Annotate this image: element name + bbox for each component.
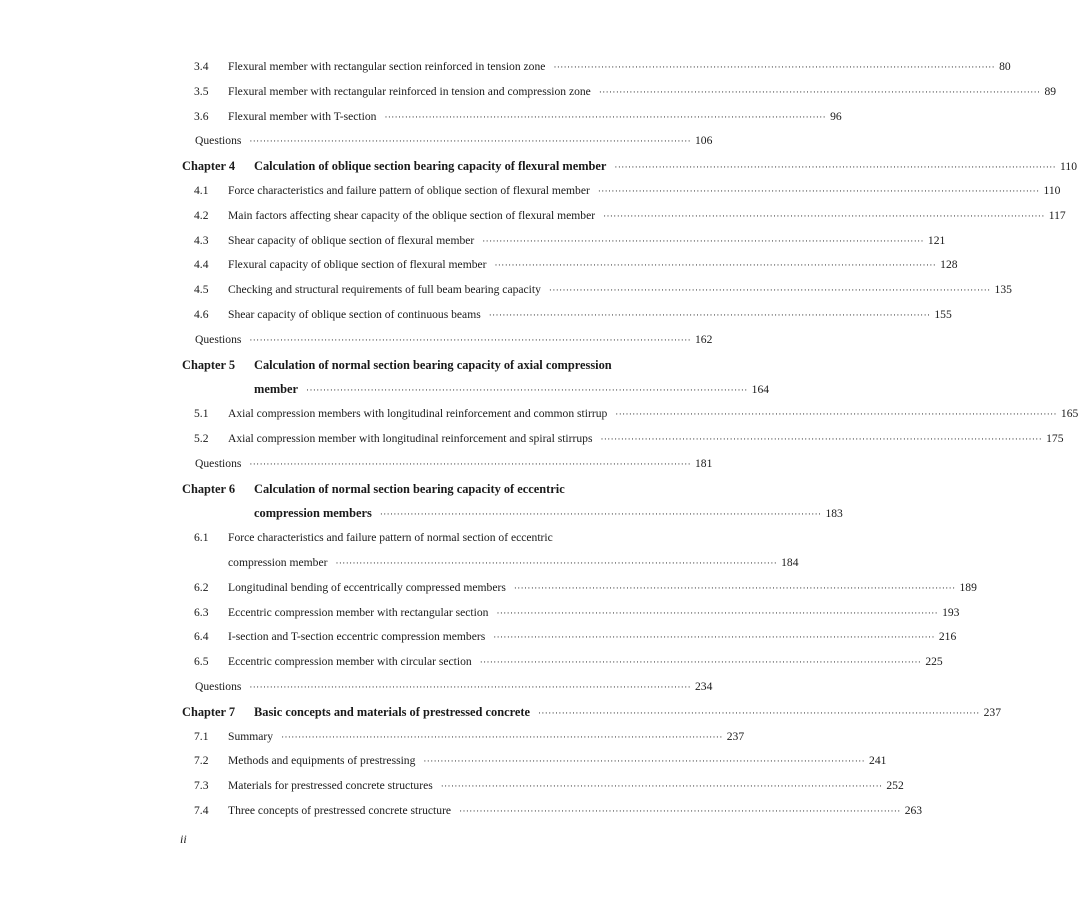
toc-questions-row[interactable] — [182, 452, 713, 477]
toc-section-row[interactable] — [182, 179, 1061, 204]
toc-page-number: 183 — [825, 507, 843, 521]
leader-dots — [495, 253, 937, 278]
toc-section-row[interactable] — [182, 526, 690, 551]
toc-section-title: Methods and equipments of prestressing — [228, 754, 416, 768]
toc-page-number: 216 — [938, 630, 957, 644]
toc-section-title: Flexural capacity of oblique section of flexural member — [228, 258, 487, 272]
toc-section-number: 6.1 — [194, 531, 209, 545]
toc-section-title: Flexural member with rectangular section reinforced in tension zone — [228, 60, 546, 73]
leader-dots — [482, 229, 924, 254]
toc-page-number: 252 — [886, 779, 904, 793]
toc-page-number: 181 — [695, 456, 713, 470]
toc-section-number: 4.6 — [194, 307, 209, 321]
toc-page-number: 110 — [1043, 183, 1061, 197]
toc-page-number: 263 — [904, 803, 923, 817]
leader-dots — [459, 799, 901, 824]
toc-chapter-title: compression members — [254, 506, 372, 521]
toc-section-number: 4.2 — [194, 208, 209, 222]
toc-chapter-title: Basic concepts and materials of prestressed concrete — [254, 704, 530, 719]
toc-section-number: 5.1 — [194, 407, 209, 421]
toc-section-title: Force characteristics and failure pattern of normal section of eccentric — [228, 531, 553, 545]
toc-section-row[interactable] — [182, 650, 943, 675]
leader-dots — [549, 278, 991, 303]
toc-section-number: 5.2 — [194, 431, 209, 445]
toc-section-title: Shear capacity of oblique section of flexural member — [228, 233, 475, 247]
page-folio: ii — [180, 832, 187, 846]
toc-page-number: 184 — [781, 555, 799, 569]
toc-section-title: Axial compression members with longitudinal reinforcement and common stirrup — [228, 407, 608, 421]
toc-page-number: 135 — [994, 283, 1012, 297]
toc-questions-row[interactable] — [182, 129, 713, 154]
toc-section-row[interactable] — [182, 576, 977, 601]
toc-section-number: 4.1 — [194, 183, 209, 197]
toc-page-number: 189 — [959, 580, 977, 594]
toc-chapter-title: Calculation of normal section bearing capacity of axial compression — [254, 357, 612, 372]
toc-section-row[interactable] — [182, 749, 887, 774]
toc-section-row[interactable] — [182, 105, 842, 130]
leader-dots — [538, 701, 980, 726]
toc-section-number: 3.4 — [194, 60, 209, 73]
toc-section-row[interactable] — [182, 278, 1012, 303]
toc-page-number: 237 — [983, 705, 1002, 719]
toc-page-number: 80 — [999, 60, 1011, 73]
leader-dots — [603, 204, 1045, 229]
toc-chapter-title: Calculation of normal section bearing capacity of eccentric — [254, 481, 565, 496]
toc-questions-label: Questions — [195, 679, 242, 693]
toc-section-title: Eccentric compression member with rectangular section — [228, 605, 489, 619]
toc-section-title: compression member — [228, 555, 328, 569]
toc-section-title: Longitudinal bending of eccentrically compressed members — [228, 580, 506, 594]
toc-page-number: 89 — [1044, 84, 1057, 98]
leader-dots — [598, 179, 1040, 204]
leader-dots — [380, 502, 822, 527]
toc-chapter-row[interactable] — [182, 154, 1078, 179]
toc-section-row[interactable] — [182, 55, 1011, 80]
leader-dots — [600, 427, 1042, 452]
leader-dots — [249, 129, 691, 154]
toc-section-title: Flexural member with rectangular reinforced in tension and compression zone — [228, 84, 591, 98]
toc-section-number: 6.2 — [194, 580, 209, 594]
toc-page-number: 234 — [695, 679, 713, 693]
toc-chapter-row[interactable] — [182, 377, 770, 402]
toc-section-row[interactable] — [182, 204, 1066, 229]
toc-chapter-row[interactable] — [182, 700, 1002, 725]
toc-questions-label: Questions — [195, 456, 242, 470]
toc-chapter-title: Calculation of oblique section bearing capacity of flexural member — [254, 159, 607, 174]
toc-chapter-title: member — [254, 382, 299, 397]
leader-dots — [489, 303, 931, 328]
toc-section-number: 6.4 — [194, 630, 209, 644]
toc-page-number: 164 — [751, 383, 770, 397]
toc-section-title: Axial compression member with longitudinal reinforcement and spiral stirrups — [228, 431, 593, 445]
leader-dots — [281, 725, 723, 750]
leader-dots — [553, 55, 995, 80]
leader-dots — [496, 601, 938, 626]
toc-section-number: 3.5 — [194, 84, 209, 98]
toc-section-title: Checking and structural requirements of full beam bearing capacity — [228, 283, 541, 297]
toc-page-number: 162 — [695, 332, 713, 346]
toc-section-row[interactable] — [182, 601, 960, 626]
toc-section-row[interactable] — [182, 229, 946, 254]
toc-section-row[interactable] — [182, 725, 745, 750]
toc-chapter-number: Chapter 4 — [182, 159, 236, 174]
toc-questions-row[interactable] — [182, 675, 713, 700]
toc-section-row[interactable] — [182, 799, 923, 824]
toc-page-number: 155 — [934, 307, 952, 321]
toc-page-number: 225 — [925, 655, 943, 669]
leader-dots — [306, 378, 748, 403]
leader-dots — [249, 675, 691, 700]
toc-questions-label: Questions — [195, 134, 242, 148]
leader-dots — [336, 551, 778, 576]
toc-page-number: 241 — [869, 754, 887, 768]
toc-chapter-row[interactable] — [182, 477, 690, 502]
toc-section-row[interactable] — [182, 774, 904, 799]
toc-page-number: 96 — [830, 109, 842, 123]
toc-section-number: 7.4 — [194, 803, 209, 817]
toc-section-title: Main factors affecting shear capacity of the oblique section of flexural member — [228, 208, 596, 222]
toc-section-number: 6.3 — [194, 605, 209, 619]
toc-page-number: 193 — [942, 605, 960, 619]
toc-section-row[interactable] — [182, 80, 1057, 105]
leader-dots — [480, 650, 922, 675]
toc-chapter-number: Chapter 5 — [182, 357, 236, 372]
toc-section-row[interactable] — [182, 253, 958, 278]
toc-section-title: I-section and T-section eccentric compression members — [228, 630, 486, 644]
toc-section-title: Force characteristics and failure pattern of oblique section of flexural member — [228, 183, 590, 197]
table-of-contents — [182, 55, 1078, 824]
toc-chapter-number: Chapter 6 — [182, 481, 236, 496]
leader-dots — [384, 105, 826, 130]
toc-section-number: 6.5 — [194, 655, 209, 669]
toc-section-row[interactable] — [182, 303, 952, 328]
toc-section-number: 7.1 — [194, 729, 209, 743]
toc-chapter-row[interactable] — [182, 353, 690, 378]
toc-page-number: 175 — [1046, 431, 1064, 445]
leader-dots — [441, 774, 883, 799]
toc-section-title: Eccentric compression member with circular section — [228, 655, 472, 669]
toc-questions-row[interactable] — [182, 328, 713, 353]
toc-section-row[interactable] — [182, 625, 957, 650]
toc-page-number: 237 — [726, 729, 745, 743]
toc-section-row[interactable] — [182, 427, 1064, 452]
toc-section-title: Summary — [228, 729, 274, 743]
leader-dots — [249, 328, 691, 353]
toc-section-number: 7.3 — [194, 779, 209, 793]
toc-section-row[interactable] — [182, 551, 799, 576]
toc-chapter-number: Chapter 7 — [182, 704, 236, 719]
toc-page-number: 117 — [1048, 208, 1066, 222]
toc-section-number: 4.5 — [194, 283, 209, 297]
toc-section-number: 4.3 — [194, 233, 209, 247]
toc-page-number: 165 — [1060, 407, 1078, 421]
toc-section-number: 4.4 — [194, 258, 209, 272]
toc-section-title: Three concepts of prestressed concrete structure — [228, 803, 452, 817]
leader-dots — [423, 749, 865, 774]
leader-dots — [249, 452, 691, 477]
toc-section-title: Materials for prestressed concrete structures — [228, 779, 433, 793]
leader-dots — [514, 576, 956, 601]
leader-dots — [614, 155, 1056, 180]
toc-section-title: Shear capacity of oblique section of continuous beams — [228, 307, 481, 321]
toc-questions-label: Questions — [195, 332, 242, 346]
toc-section-number: 3.6 — [194, 109, 209, 123]
toc-section-row[interactable] — [182, 402, 1078, 427]
toc-section-title: Flexural member with T-section — [228, 109, 377, 123]
toc-page-number: 121 — [927, 233, 946, 247]
leader-dots — [493, 625, 935, 650]
toc-page-number: 110 — [1060, 160, 1078, 174]
toc-page-number: 106 — [695, 134, 713, 148]
leader-dots — [615, 402, 1057, 427]
leader-dots — [599, 80, 1041, 105]
toc-section-number: 7.2 — [194, 754, 209, 768]
toc-page-number: 128 — [940, 258, 958, 272]
toc-chapter-row[interactable] — [182, 501, 843, 526]
